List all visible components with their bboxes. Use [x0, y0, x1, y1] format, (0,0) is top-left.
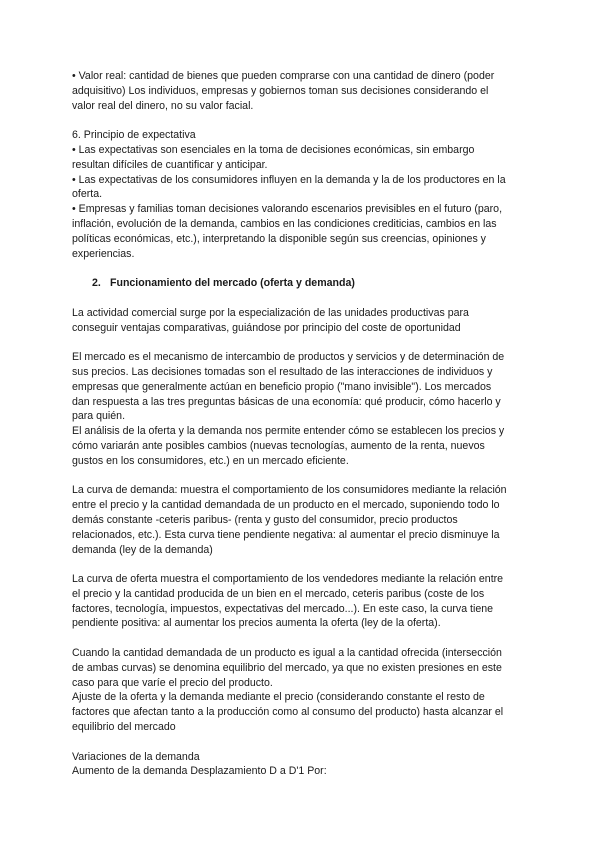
text-line: Aumento de la demanda Desplazamiento D a D'1 Por: — [72, 765, 327, 778]
text-line: El mercado es el mecanismo de intercambio de productos y servicios y de determinación de — [72, 351, 505, 364]
section-title: 6. Principio de expectativa — [72, 129, 196, 142]
paragraph-curva-demanda — [72, 483, 534, 557]
text-line: experiencias. — [72, 247, 135, 260]
text-line: pendiente positiva: al aumentar los precios aumenta la oferta (ley de la oferta). — [72, 617, 441, 630]
paragraph-mercado — [72, 350, 534, 468]
spacer — [72, 557, 534, 572]
heading-number: 2. — [92, 277, 101, 290]
text-line: La actividad comercial surge por la especialización de las unidades productivas para — [72, 306, 469, 319]
spacer — [72, 261, 534, 276]
paragraph-principio-expectativa — [72, 128, 534, 261]
text-line: factores que afectan tanto a la producción como al consumo del producto) hasta alcanzar el — [72, 706, 504, 719]
spacer — [72, 335, 534, 350]
text-line: equilibrio del mercado — [72, 721, 176, 734]
text-line: resultan difíciles de cuantificar y anticipar. — [72, 158, 268, 171]
paragraph-equilibrio — [72, 646, 534, 735]
spacer — [72, 631, 534, 646]
text-line: • Las expectativas de los consumidores influyen en la demanda y la de los productores en la — [72, 173, 506, 186]
spacer — [72, 291, 534, 306]
text-line: oferta. — [72, 188, 103, 201]
spacer — [72, 735, 534, 750]
text-line: valor real del dinero, no su valor facial. — [72, 99, 254, 112]
spacer — [72, 469, 534, 484]
paragraph-curva-oferta — [72, 572, 534, 631]
text-line: conseguir ventajas comparativas, guiándose por principio del coste de oportunidad — [72, 321, 461, 334]
paragraph-actividad-comercial — [72, 306, 534, 336]
text-line: empresas que generalmente actúan en beneficio propio ("mano invisible"). Los mercados — [72, 380, 492, 393]
text-line: el precio y la cantidad producida de un bien en el mercado, ceteris paribus (coste de los — [72, 587, 485, 600]
text-line: • Valor real: cantidad de bienes que pueden comprarse con una cantidad de dinero (poder — [72, 70, 495, 82]
text-line: factores, tecnología, impuestos, expectativas del mercado...). En este caso, la curva tiene — [72, 602, 494, 615]
text-line: Ajuste de la oferta y la demanda mediante el precio (considerando constante el resto de — [72, 691, 485, 704]
text-line: • Empresas y familias toman decisiones valorando escenarios previsibles en el futuro (paro, — [72, 203, 503, 216]
text-line: La curva de oferta muestra el comportamiento de los vendedores mediante la relación entre — [72, 573, 504, 586]
heading-title: Funcionamiento del mercado (oferta y demanda) — [110, 277, 355, 290]
text-line: demás constante -ceteris paribus- (renta y gusto del consumidor, precio productos — [72, 513, 458, 526]
text-line: cómo variarán ante posibles cambios (nuevas tecnologías, aumento de la renta, nuevos — [72, 439, 485, 452]
text-line: caso para que varíe el precio del producto. — [72, 676, 273, 689]
text-line: Variaciones de la demanda — [72, 750, 200, 763]
text-line: • Las expectativas son esenciales en la toma de decisiones económicas, sin embargo — [72, 143, 475, 156]
text-line: adquisitivo) Los individuos, empresas y gobiernos toman sus decisiones considerando el — [72, 84, 489, 97]
text-line: La curva de demanda: muestra el comportamiento de los consumidores mediante la relación — [72, 484, 507, 497]
text-line: entre el precio y la cantidad demandada de un producto en el mercado, suponiendo todo lo — [72, 499, 500, 512]
text-line: gustos en los consumidores, etc.) en un mercado eficiente. — [72, 454, 349, 467]
spacer — [72, 113, 534, 128]
text-line: relacionados, etc.). Esta curva tiene pendiente negativa: al aumentar el precio disminuye la — [72, 528, 500, 541]
text-line: de ambas curvas) se denomina equilibrio del mercado, ya que no existen presiones en este — [72, 661, 502, 674]
text-line: políticas económicas, etc.), interpretando la disponible según sus creencias, opiniones y — [72, 232, 486, 245]
text-line: Cuando la cantidad demandada de un producto es igual a la cantidad ofrecida (intersección — [72, 647, 502, 660]
text-line: El análisis de la oferta y la demanda nos permite entender cómo se establecen los precios y — [72, 425, 505, 438]
paragraph-variaciones — [72, 750, 534, 780]
text-line: demanda (ley de la demanda) — [72, 543, 213, 556]
paragraph-valor-real — [72, 69, 534, 113]
text-line: sus precios. Las decisiones tomadas son el resultado de las interacciones de individuos y — [72, 365, 493, 378]
text-line: inflación, evolución de la demanda, cambios en las condiciones crediticias, cambios en las — [72, 217, 497, 230]
text-line: para quién. — [72, 410, 126, 423]
document-page — [72, 69, 534, 779]
text-line: dan respuesta a las tres preguntas básicas de una economía: qué producir, cómo hacerlo y — [72, 395, 501, 408]
section-heading — [72, 276, 534, 291]
